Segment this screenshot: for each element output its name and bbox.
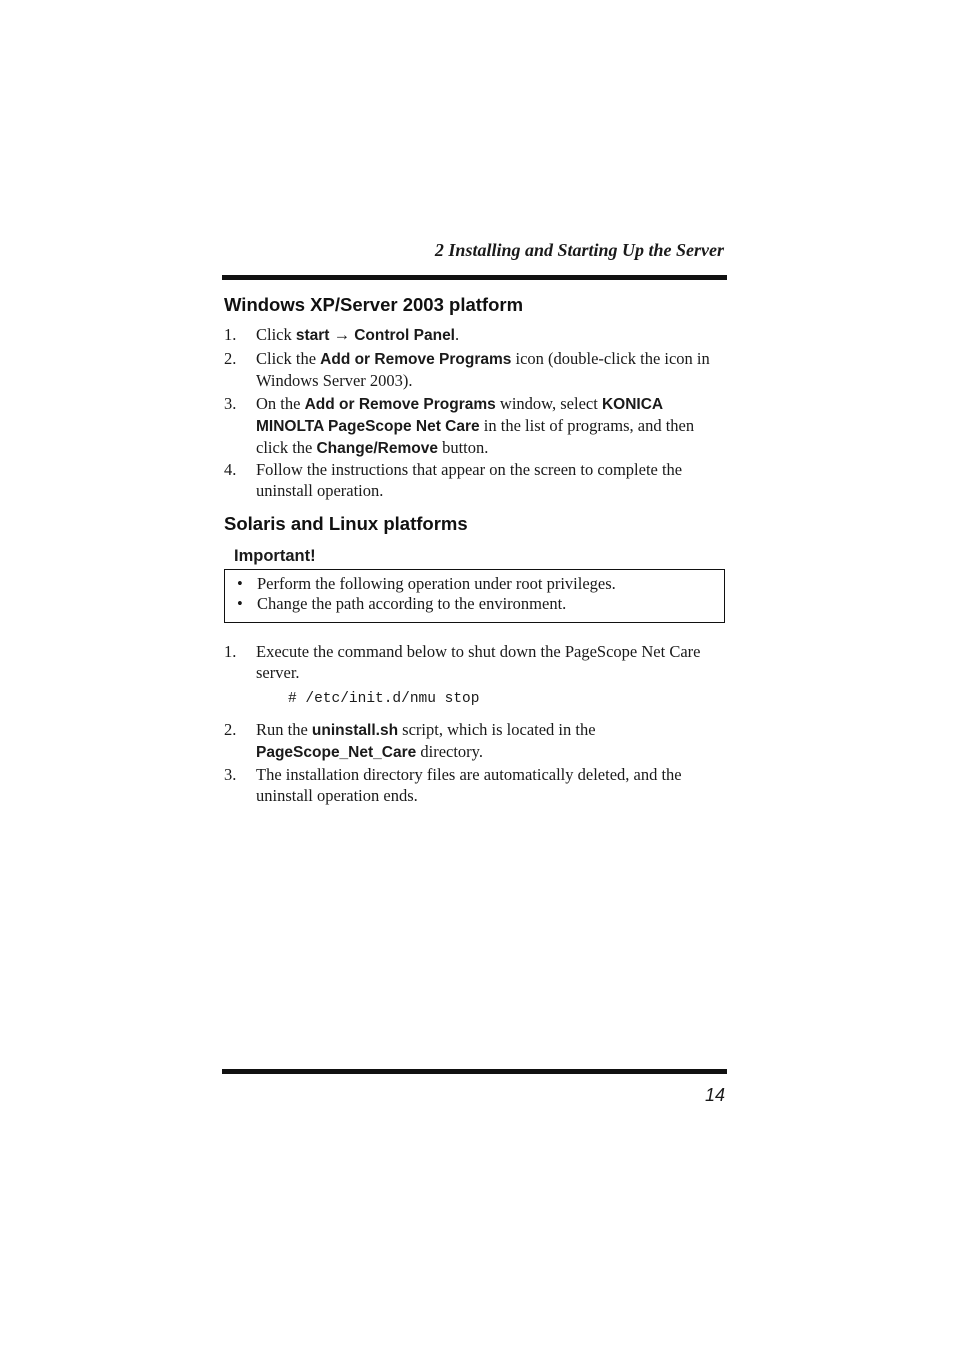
important-bullet-1 <box>237 574 616 594</box>
step-text: The installation directory files are automatically deleted, and the uninstall operation ends. <box>256 765 682 805</box>
page-number: 14 <box>704 1085 725 1105</box>
section-heading-windows: Windows XP/Server 2003 platform <box>224 294 524 315</box>
footer-rule <box>222 1069 727 1074</box>
important-box <box>224 569 725 623</box>
windows-step-1 <box>224 324 724 346</box>
step-text: Run the <box>256 720 312 739</box>
windows-step-3 <box>224 393 724 459</box>
bullet-icon: • <box>237 574 243 593</box>
step-text: window, select <box>495 394 602 413</box>
bullet-text: Perform the following operation under root privileges. <box>257 574 616 593</box>
step-bold-text: Change/Remove <box>316 440 438 457</box>
step-bold-text: uninstall.sh <box>311 722 399 739</box>
step-text: script, which is located in the <box>398 720 596 739</box>
step-number: 3. <box>224 765 237 784</box>
step-number: 4. <box>224 460 237 479</box>
step-text: button. <box>437 438 489 457</box>
step-bold-text: start <box>295 327 330 344</box>
solaris-step-3 <box>224 764 724 806</box>
section-heading-solaris: Solaris and Linux platforms <box>224 513 468 534</box>
step-number: 1. <box>224 325 237 344</box>
step-number: 3. <box>224 394 237 413</box>
step-text: Click <box>256 325 296 344</box>
windows-step-2 <box>224 348 724 391</box>
step-text: in the list of programs, and then click the <box>256 416 695 457</box>
step-number: 2. <box>224 349 237 368</box>
step-text: directory. <box>416 742 483 761</box>
solaris-step-2 <box>224 719 724 763</box>
solaris-step-1 <box>224 641 724 683</box>
step-bold-text: KONICA MINOLTA PageScope Net Care <box>256 396 663 435</box>
step-text: icon (double-click the icon in Windows Server 2003). <box>256 349 710 390</box>
step-text: Follow the instructions that appear on the screen to complete the uninstall operation. <box>256 460 683 500</box>
step-number: 1. <box>224 642 237 661</box>
step-text: On the <box>256 394 305 413</box>
header-rule <box>222 275 727 280</box>
important-title: Important! <box>234 547 316 565</box>
bullet-text: Change the path according to the environment. <box>257 594 567 613</box>
important-bullet-2 <box>237 594 566 614</box>
step-text: → <box>329 325 355 344</box>
step-bold-text: Add or Remove Programs <box>304 396 496 413</box>
step-number: 2. <box>224 720 237 739</box>
running-header: 2 Installing and Starting Up the Server <box>434 240 724 260</box>
step-bold-text: Control Panel <box>354 327 455 344</box>
command-line: # /etc/init.d/nmu stop <box>288 691 480 707</box>
step-text: Execute the command below to shut down the PageScope Net Care server. <box>256 642 701 682</box>
step-bold-text: Add or Remove Programs <box>320 351 512 368</box>
step-bold-text: PageScope_Net_Care <box>256 744 417 761</box>
step-text: Click the <box>256 349 321 368</box>
step-text: . <box>455 325 460 344</box>
bullet-icon: • <box>237 594 243 613</box>
windows-step-4 <box>224 459 724 501</box>
